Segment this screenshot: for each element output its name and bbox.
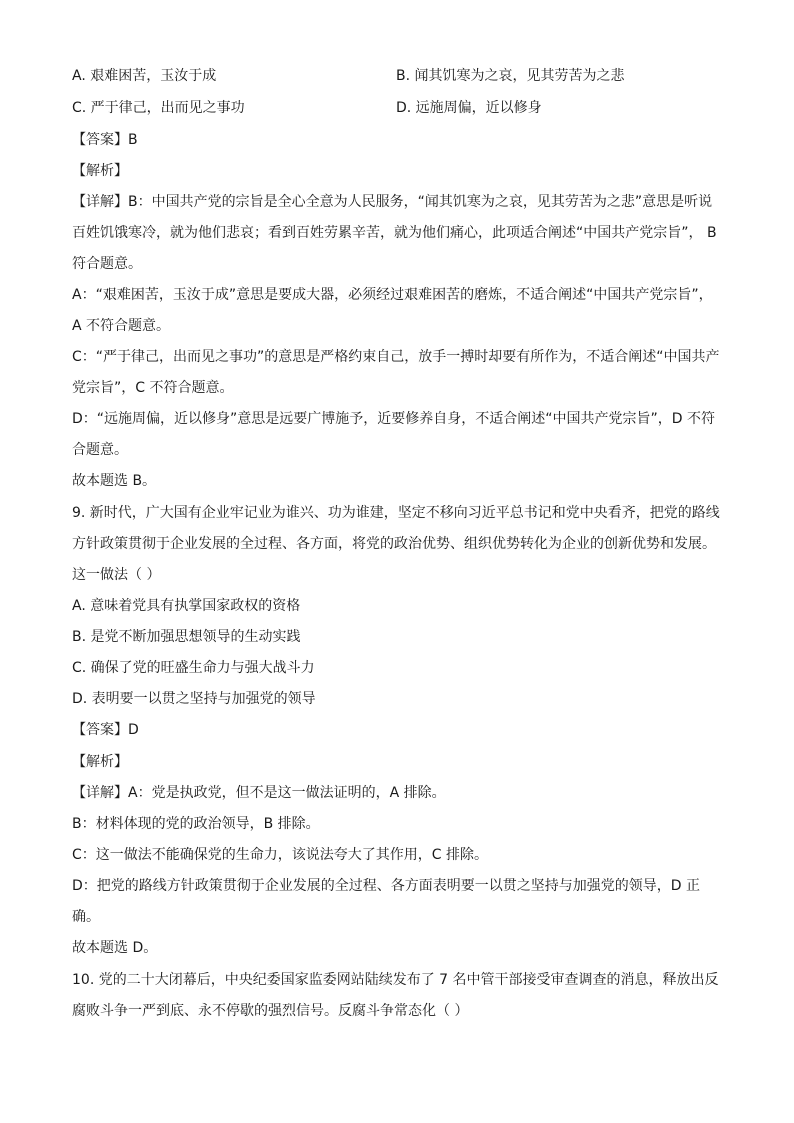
q8-detail-line: 【详解】B：中国共产党的宗旨是全心全意为人民服务，“闻其饥寒为之哀，见其劳苦为之悲”意思是听说: [72, 194, 713, 210]
q9-analysis-label: 【解析】: [72, 754, 128, 770]
q8-detail-line: C：“严于律己，出而见之事功”的意思是严格约束自己，放手一搏时却要有所作为，不适合阐述“中国共产: [72, 349, 720, 365]
q9-detail-line: D：把党的路线方针政策贯彻于企业发展的全过程、各方面表明要一以贯之坚持与加强党的领导，D 正: [72, 878, 701, 894]
q8-option-c: C. 严于律己，出而见之事功: [72, 100, 245, 116]
q9-conclusion: 故本题选 D。: [72, 940, 158, 956]
q8-detail-line: D：“远施周偏，近以修身”意思是远要广博施予，近要修养自身，不适合阐述“中国共产党宗旨”，D 不符: [72, 411, 716, 427]
q8-option-a: A. 艰难困苦，玉汝于成: [72, 68, 217, 84]
q9-option-d: D. 表明要一以贯之坚持与加强党的领导: [72, 691, 316, 707]
q9-detail-line: 【详解】A：党是执政党，但不是这一做法证明的，A 排除。: [72, 785, 446, 801]
q9-option-c: C. 确保了党的旺盛生命力与强大战斗力: [72, 660, 315, 676]
q8-detail-line: 合题意。: [72, 442, 128, 458]
q8-analysis-label: 【解析】: [72, 163, 128, 179]
q10-stem-line: 10. 党的二十大闭幕后，中央纪委国家监委网站陆续发布了 7 名中管干部接受审查调查的消息，释放出反: [72, 972, 719, 988]
q9-option-a: A. 意味着党具有执掌国家政权的资格: [72, 598, 301, 614]
q8-option-b: B. 闻其饥寒为之哀，见其劳苦为之悲: [396, 68, 625, 84]
q8-detail-line: 百姓饥饿寒冷，就为他们悲哀；看到百姓劳累辛苦，就为他们痛心，此项适合阐述“中国共产党宗旨”， B: [72, 225, 717, 241]
q8-detail-line: A：“艰难困苦，玉汝于成”意思是要成大器，必须经过艰难困苦的磨炼，不适合阐述“中国共产党宗旨”，: [72, 287, 713, 303]
q8-option-d: D. 远施周偏，近以修身: [396, 100, 542, 116]
q8-detail-line: A 不符合题意。: [72, 318, 171, 334]
q9-stem-line: 9. 新时代，广大国有企业牢记业为谁兴、功为谁建，坚定不移向习近平总书记和党中央看齐，把党的路线: [72, 505, 720, 521]
q8-option-row-2: [72, 98, 722, 118]
q10-stem-line: 腐败斗争一严到底、永不停歇的强烈信号。反腐斗争常态化（ ）: [72, 1003, 469, 1019]
q9-detail-line: C：这一做法不能确保党的生命力，该说法夸大了其作用，C 排除。: [72, 847, 488, 863]
q9-detail-line: 确。: [72, 909, 100, 925]
q8-option-row-1: [72, 66, 722, 86]
q9-answer: 【答案】D: [72, 722, 139, 738]
q8-detail-line: 党宗旨”，C 不符合题意。: [72, 380, 234, 396]
q8-conclusion: 故本题选 B。: [72, 473, 157, 489]
q9-stem-line: 方针政策贯彻于企业发展的全过程、各方面，将党的政治优势、组织优势转化为企业的创新优势和发展。: [72, 536, 716, 552]
q9-stem-line: 这一做法（ ）: [72, 567, 161, 583]
q8-answer: 【答案】B: [72, 132, 138, 148]
q9-option-b: B. 是党不断加强思想领导的生动实践: [72, 629, 301, 645]
q8-detail-line: 符合题意。: [72, 256, 142, 272]
q9-detail-line: B：材料体现的党的政治领导，B 排除。: [72, 816, 320, 832]
